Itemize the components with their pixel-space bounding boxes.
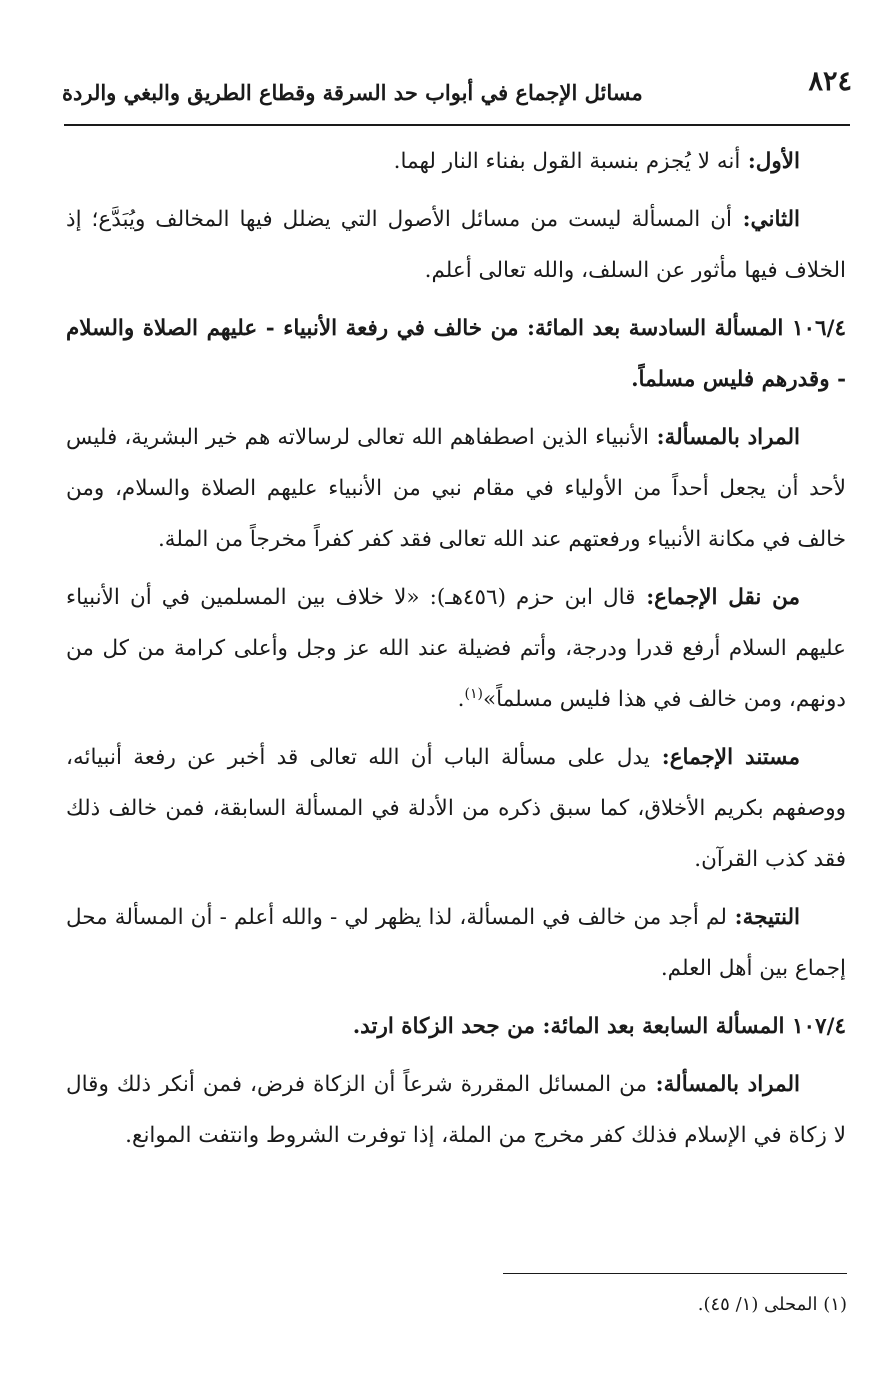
paragraph-lead: من نقل الإجماع: bbox=[635, 585, 800, 610]
paragraph-text: أنه لا يُجزم بنسبة القول بفناء النار لهما. bbox=[393, 149, 741, 174]
page-header bbox=[62, 66, 852, 122]
paragraph-text: لم أجد من خالف في المسألة، لذا يظهر لي - والله أعلم - أن المسألة محل إجماع بين أهل العلم. bbox=[66, 905, 846, 981]
footnote bbox=[67, 1290, 847, 1320]
paragraph-text: من المسائل المقررة شرعاً أن الزكاة فرض، فمن أنكر ذلك وقال لا زكاة في الإسلام فذلك كفر مخرج من الملة، إذا توفرت الشروط وانتفت الموانع. bbox=[66, 1072, 846, 1148]
paragraph-text: أن المسألة ليست من مسائل الأصول التي يضلل فيها المخالف ويُبَدَّع؛ إذ الخلاف فيها مأثور عن السلف، والله تعالى أعلم. bbox=[66, 207, 846, 283]
paragraph-lead: المراد بالمسألة: bbox=[646, 1072, 800, 1097]
issue-heading-106: ١٠٦/٤ المسألة السادسة بعد المائة: من خالف في رفعة الأنبياء - عليهم الصلاة والسلام - وقدرهم فليس مسلماً. bbox=[66, 316, 846, 392]
footnote-rule bbox=[503, 1273, 847, 1274]
footnote-reference: (١) bbox=[464, 685, 483, 702]
footnote-text: المحلى (١/ ٤٥). bbox=[697, 1294, 818, 1315]
body-text bbox=[66, 136, 846, 1168]
paragraph-consensus-basis bbox=[66, 732, 846, 885]
issue-heading-107: ١٠٧/٤ المسألة السابعة بعد المائة: من جحد الزكاة ارتد. bbox=[352, 1014, 846, 1039]
paragraph-lead: النتيجة: bbox=[726, 905, 800, 930]
paragraph-text: يدل على مسألة الباب أن الله تعالى قد أخبر عن رفعة أنبيائه، ووصفهم بكريم الأخلاق، كما سبق ذكره من الأدلة في المسألة السابقة، فمن خالف ذلك فقد كذب القرآن. bbox=[66, 745, 846, 872]
paragraph-meaning-106 bbox=[66, 412, 846, 565]
paragraph-consensus-source bbox=[66, 572, 846, 725]
paragraph-text: الأنبياء الذين اصطفاهم الله تعالى لرسالاته هم خير البشرية، فليس لأحد أن يجعل أحداً من الأولياء في مقام نبي من الأنبياء عليهم الصلاة والسلام، ومن خالف في مكانة الأنبياء ورفعتهم عند الله تعالى فقد كفر كفراً مخرجاً من الملة. bbox=[66, 425, 846, 552]
paragraph-tail: . bbox=[457, 687, 465, 712]
paragraph-lead: المراد بالمسألة: bbox=[648, 425, 800, 450]
paragraph-lead: الثاني: bbox=[731, 207, 801, 232]
header-rule bbox=[64, 124, 850, 126]
paragraph-second-point bbox=[66, 194, 846, 296]
page-number: ٨٢٤ bbox=[808, 66, 852, 97]
paragraph-lead: الأول: bbox=[740, 149, 800, 174]
footnote-marker: (١) bbox=[823, 1294, 847, 1315]
paragraph-meaning-107 bbox=[66, 1059, 846, 1161]
running-title: مسائل الإجماع في أبواب حد السرقة وقطاع الطريق والبغي والردة bbox=[62, 80, 643, 105]
paragraph-first-point bbox=[66, 136, 846, 187]
paragraph-text: قال ابن حزم (٤٥٦هـ): «لا خلاف بين المسلمين في أن الأنبياء عليهم السلام أرفع قدرا ودرجة، وأتم فضيلة عند الله عز وجل وأعلى كرامة من كل من دونهم، ومن خالف في هذا فليس مسلماً» bbox=[66, 585, 847, 712]
paragraph-lead: مستند الإجماع: bbox=[649, 745, 800, 770]
paragraph-result bbox=[66, 892, 846, 994]
